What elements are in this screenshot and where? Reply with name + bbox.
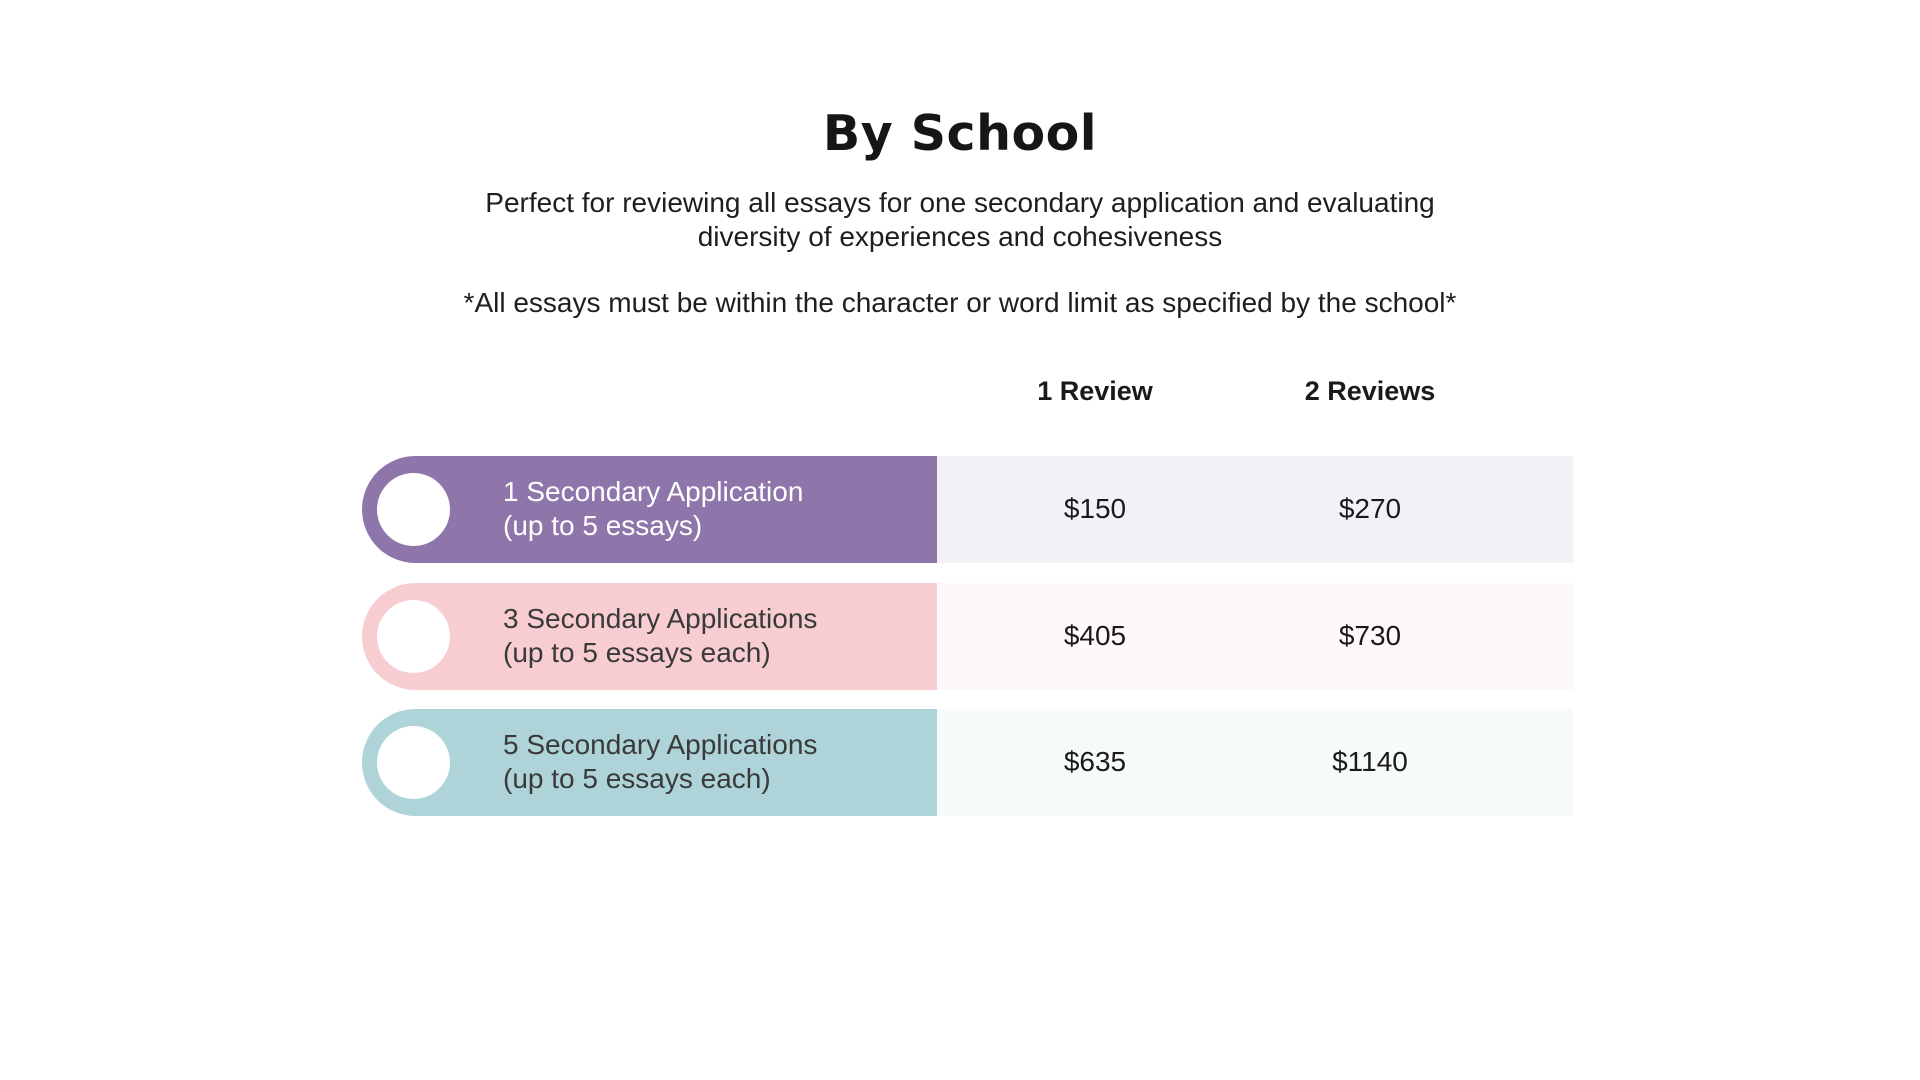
price-2-reviews: $270 [1338, 493, 1402, 524]
row-label-bar [362, 583, 937, 690]
page-subtitle: Perfect for reviewing all essays for one secondary application and evaluating diversity of experiences and cohesiveness [485, 187, 1435, 252]
row-label-line2: (up to 5 essays) [503, 510, 703, 541]
price-1-review: $150 [1063, 493, 1127, 524]
row-label-line2: (up to 5 essays each) [503, 637, 771, 668]
essay-limit-note: *All essays must be within the character or word limit as specified by the school* [463, 287, 1457, 318]
price-2-reviews: $1140 [1332, 746, 1408, 777]
row-label-bar [362, 709, 937, 816]
row-label-text [503, 602, 817, 670]
row-price-cell [937, 583, 1573, 690]
circle-badge [377, 600, 450, 673]
circle-badge [377, 726, 450, 799]
row-label-line2: (up to 5 essays each) [503, 763, 771, 794]
row-label-text [503, 728, 817, 796]
pricing-row-1-application [362, 456, 1573, 563]
row-price-cell [937, 456, 1573, 563]
circle-badge [377, 473, 450, 546]
row-label-bar [362, 456, 937, 563]
column-header-1-review: 1 Review [1037, 376, 1153, 406]
row-label-text [503, 475, 803, 543]
row-label-line1: 5 Secondary Applications [503, 729, 818, 760]
price-2-reviews: $730 [1338, 620, 1402, 651]
row-label-line1: 1 Secondary Application [503, 476, 804, 507]
row-price-cell [937, 709, 1573, 816]
price-1-review: $635 [1063, 746, 1127, 777]
pricing-row-3-applications [362, 583, 1573, 690]
page-title: By School [822, 105, 1098, 162]
pricing-row-5-applications [362, 709, 1573, 816]
column-header-2-reviews: 2 Reviews [1304, 376, 1436, 406]
row-label-line1: 3 Secondary Applications [503, 603, 818, 634]
price-1-review: $405 [1063, 620, 1127, 651]
